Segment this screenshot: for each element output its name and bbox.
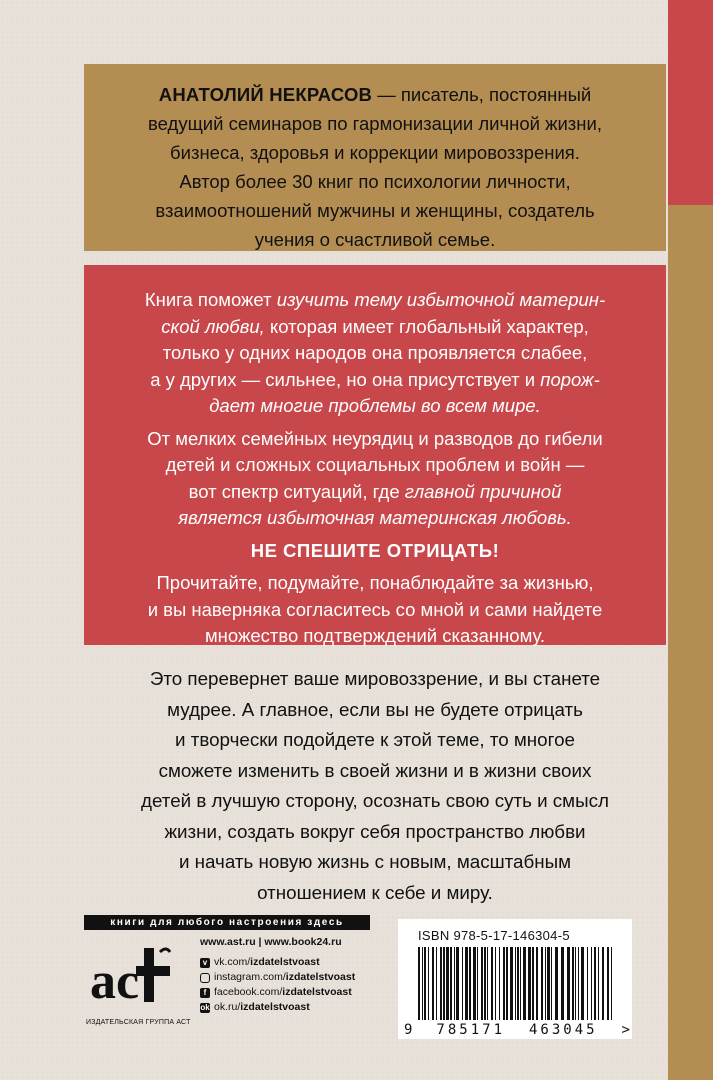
main-blurb: Это перевернет ваше мировоззрение, и вы станете мудрее. А главное, если вы не будете отрицать и творчески подойдете к этой теме, то многое сможете изменить в своей жизни и в жизни своих детей в лучшую сторону, осознать свою суть и смысл жизни, создать вокруг себя пространство любви и начать новую жизнь с новым, масштабным отношением к себе и миру. — [141, 668, 609, 903]
odnoklassniki-icon: ok — [200, 1002, 210, 1012]
instagram-icon — [200, 973, 210, 983]
social-link-facebook[interactable]: f facebook.com/ izdatelstvoast — [200, 985, 355, 1000]
description-heading: НЕ СПЕШИТЕ ОТРИЦАТЬ! — [250, 539, 500, 561]
isbn-label: ISBN 978-5-17-146304-5 — [418, 928, 570, 943]
publisher-websites[interactable]: www.ast.ru | www.book24.ru — [200, 936, 342, 948]
description-paragraph-2: От мелких семейных неурядиц и разводов до гибели детей и сложных социальных проблем и войн — вот спектр ситуаций, где главной причиной является избыточная материнская любовь. — [147, 427, 603, 528]
svg-text:ac: ac — [90, 953, 140, 1010]
author-bio-box — [84, 64, 666, 251]
publisher-slogan: книги для любого настроения здесь — [84, 915, 370, 930]
description-paragraph-3: Прочитайте, подумайте, понаблюдайте за жизнью, и вы наверняка согласитесь со мной и сами найдете множество подтверждений сказанному. — [147, 572, 603, 646]
social-link-odnoklassniki[interactable]: ok ok.ru/ izdatelstvoast — [200, 1001, 310, 1013]
facebook-icon: f — [200, 988, 210, 998]
vk-icon: v — [200, 958, 210, 968]
isbn-barcode-box — [398, 919, 632, 1039]
spine-gold-band — [668, 205, 713, 1080]
publisher-label: ИЗДАТЕЛЬСКАЯ ГРУППА АСТ — [86, 1019, 191, 1026]
social-link-vk[interactable]: v vk.com/ izdatelstvoast — [200, 955, 355, 970]
author-bio: АНАТОЛИЙ НЕКРАСОВ — писатель, постоянный ведущий семинаров по гармонизации личной жизни, бизнеса, здоровья и коррекции мировоззрения. Автор более 30 книг по психологии личности, взаимоотношений мужчины и женщины, создатель учения о счастливой семье. — [148, 84, 602, 250]
author-name: АНАТОЛИЙ НЕКРАСОВ — [158, 84, 373, 105]
social-link-instagram[interactable]: instagram.com/ izdatelstvoast — [200, 970, 355, 985]
book-description — [84, 287, 666, 656]
description-paragraph-1: Книга поможет изучить тему избыточной материн- ской любви, которая имеет глобальный характер, только у одних народов она проявляется слабее, а у других — сильнее, но она присутствует и порож- дает многие проблемы во всем мире. — [144, 289, 606, 416]
isbn-digits: 9 785171 463045 > — [404, 1022, 630, 1038]
spine-red-band — [668, 0, 713, 205]
ast-logo-icon — [86, 940, 176, 1015]
barcode-icon — [416, 947, 616, 1020]
book-description-box — [84, 265, 666, 645]
social-links — [200, 955, 355, 1015]
